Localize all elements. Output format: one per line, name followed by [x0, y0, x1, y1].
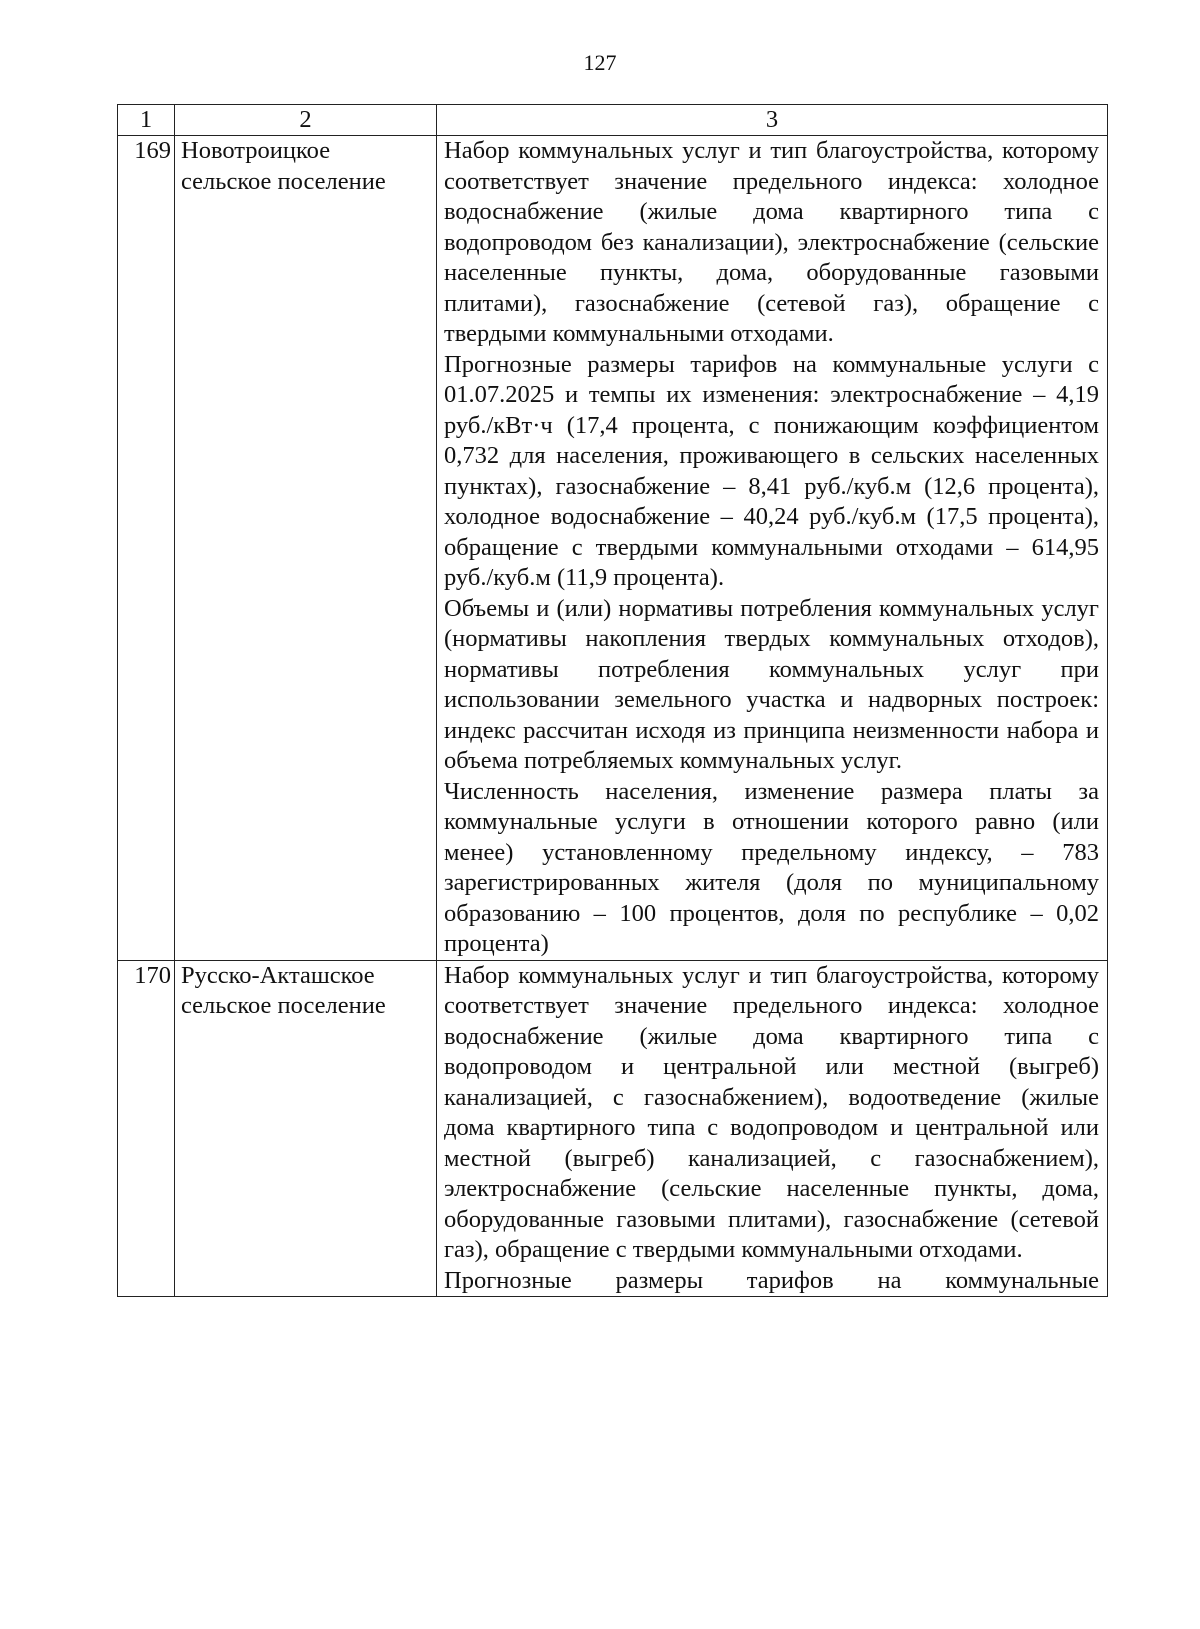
paragraph-consumption-norms: Объемы и (или) нормативы потребления коммунальных услуг (нормативы накопления твердых коммунальных отходов), нормативы потребления коммунальных услуг при использовании земельного участка и надворных построек: индекс рассчитан исходя из принципа неизменности набора и объема потребляемых коммунальных услуг. [444, 594, 1099, 774]
settlement-name-line: Новотроицкое [181, 137, 331, 164]
column-header-settlement: 2 [175, 105, 437, 136]
settlement-name [175, 960, 437, 1297]
description-cell [437, 136, 1108, 961]
table-row [118, 136, 1108, 961]
settlement-name-line: Русско-Акташское [181, 961, 375, 989]
table-header-row [118, 105, 1108, 136]
description-cell [437, 960, 1108, 1297]
table-row [118, 960, 1108, 1297]
settlement-name [175, 136, 437, 961]
paragraph-tariffs: Прогнозные размеры тарифов на коммунальные услуги с 01.07.2025 и темпы их изменения: электроснабжение – 4,19 руб./кВт·ч (17,4 процента, с понижающим коэффициентом 0,732 для населения, проживающего в сельских населенных пунктах), газоснабжение – 8,41 руб./куб.м (12,6 процента), холодное водоснабжение – 40,24 руб./куб.м (17,5 процента), обращение с твердыми коммунальными отходами – 614,95 руб./куб.м (11,9 процента). [444, 350, 1099, 591]
paragraph-tariffs-partial: Прогнозные размеры тарифов на коммунальные [444, 1266, 1099, 1294]
settlement-name-line: сельское поселение [181, 167, 386, 195]
paragraph-utility-set: Набор коммунальных услуг и тип благоустройства, которому соответствует значение предельного индекса: холодное водоснабжение (жилые дома квартирного типа с водопроводом и центральной или местной (выгреб) канализацией, с газоснабжением), водоотведение (жилые дома квартирного типа с водопроводом и центральной или местной (выгреб) канализацией, с газоснабжением), электроснабжение (сельские населенные пункты, дома, оборудованные газовыми плитами), газоснабжение (сетевой газ), обращение с твердыми коммунальными отходами. [444, 961, 1099, 1263]
tariff-table [117, 104, 1108, 1297]
row-number: 170 [118, 960, 175, 1297]
paragraph-population: Численность населения, изменение размера платы за коммунальные услуги в отношении которого равно (или менее) установленному предельному индексу, – 783 зарегистрированных жителя (доля по муниципальному образованию – 100 процентов, доля по республике – 0,02 процента) [444, 777, 1099, 957]
page-number: 127 [583, 50, 617, 75]
paragraph-utility-set: Набор коммунальных услуг и тип благоустройства, которому соответствует значение предельного индекса: холодное водоснабжение (жилые дома квартирного типа с водопроводом без канализации), электроснабжение (сельские населенные пункты, дома, оборудованные газовыми плитами), газоснабжение (сетевой газ), обращение с твердыми коммунальными отходами. [444, 137, 1099, 347]
settlement-name-line: сельское поселение [181, 992, 386, 1019]
row-number: 169 [118, 136, 175, 961]
column-header-number: 1 [118, 105, 175, 136]
column-header-description: 3 [437, 105, 1108, 136]
